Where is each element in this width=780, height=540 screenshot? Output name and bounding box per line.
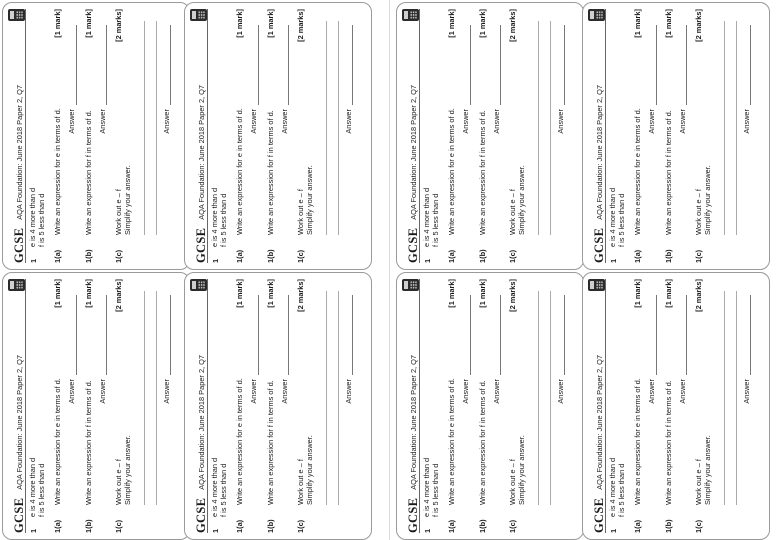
question-card xyxy=(582,2,770,270)
part-b-label: 1(b) xyxy=(477,249,487,263)
part-b-answer-line[interactable] xyxy=(281,25,289,105)
part-b-answer-label: Answer xyxy=(491,379,501,404)
stem-line-e: e is 4 more than d xyxy=(608,457,617,517)
part-b-answer-label: Answer xyxy=(677,379,687,404)
question-number: 1 xyxy=(29,258,38,263)
part-b-marks: [1 mark] xyxy=(477,279,487,308)
part-a xyxy=(633,279,642,533)
part-a-answer-line[interactable] xyxy=(649,25,657,105)
part-a-answer-label: Answer xyxy=(461,109,471,134)
part-c-answer-label: Answer xyxy=(555,379,565,404)
part-b-label: 1(b) xyxy=(265,249,275,263)
part-c-answer-line[interactable] xyxy=(163,25,171,105)
question-stem xyxy=(609,9,626,263)
part-a-answer xyxy=(647,25,656,263)
part-c-marks: [2 marks] xyxy=(694,9,704,42)
working-line[interactable] xyxy=(550,21,551,235)
working-line[interactable] xyxy=(724,21,725,235)
card-header xyxy=(587,9,606,263)
part-c-text: Work out e – f xyxy=(114,189,124,235)
part-b-answer-line[interactable] xyxy=(493,295,501,375)
part-a xyxy=(447,279,456,533)
part-a-answer xyxy=(461,25,470,263)
question-number: 1 xyxy=(423,258,432,263)
part-c-subtext: Simplify your answer. xyxy=(123,165,133,235)
part-b xyxy=(478,9,487,263)
stem-line-f: f is 5 less than d xyxy=(616,463,626,517)
part-c-answer-line[interactable] xyxy=(557,25,565,105)
part-a-answer-line[interactable] xyxy=(69,295,77,375)
part-a-marks: [1 mark] xyxy=(447,9,457,38)
part-b-answer-label: Answer xyxy=(279,379,289,404)
part-c xyxy=(296,9,315,263)
part-b-answer-line[interactable] xyxy=(99,25,107,105)
part-c-label: 1(c) xyxy=(114,249,124,263)
part-b-text: Write an expression for f in terms of d. xyxy=(663,110,673,235)
part-b-answer xyxy=(280,295,289,533)
question-card xyxy=(2,272,190,540)
question-stem xyxy=(423,9,440,263)
part-c xyxy=(694,279,713,533)
question-card xyxy=(2,2,190,270)
part-b-answer-label: Answer xyxy=(97,109,107,134)
calculator-icon xyxy=(588,9,605,21)
part-b-text: Write an expression for f in terms of d. xyxy=(663,380,673,505)
part-c-label: 1(c) xyxy=(694,249,704,263)
stem-line-e: e is 4 more than d xyxy=(210,187,219,247)
calculator-icon xyxy=(190,279,207,291)
part-c-answer-label: Answer xyxy=(741,109,751,134)
stem-line-e: e is 4 more than d xyxy=(422,457,431,517)
part-c-answer xyxy=(344,295,353,533)
part-a-marks: [1 mark] xyxy=(235,9,245,38)
part-c-label: 1(c) xyxy=(296,519,306,533)
part-c-answer-label: Answer xyxy=(343,109,353,134)
part-b xyxy=(664,9,673,263)
part-a-marks: [1 mark] xyxy=(633,9,643,38)
part-b xyxy=(266,9,275,263)
question-source: AQA Foundation: June 2018 Paper 2, Q7 xyxy=(14,354,24,490)
part-b-answer-label: Answer xyxy=(491,109,501,134)
part-c xyxy=(508,279,527,533)
calculator-icon xyxy=(190,9,207,21)
part-b-label: 1(b) xyxy=(83,249,93,263)
part-b-marks: [1 mark] xyxy=(83,279,93,308)
stem-line-f: f is 5 less than d xyxy=(430,463,440,517)
working-line[interactable] xyxy=(736,291,737,505)
part-c-marks: [2 marks] xyxy=(114,279,124,312)
stem-line-e: e is 4 more than d xyxy=(28,187,37,247)
calculator-icon xyxy=(8,9,25,21)
card-header xyxy=(7,279,26,533)
working-line[interactable] xyxy=(724,291,725,505)
question-stem xyxy=(211,279,228,533)
part-b-text: Write an expression for f in terms of d. xyxy=(477,110,487,235)
part-a-answer xyxy=(67,295,76,533)
part-a-answer-label: Answer xyxy=(67,109,77,134)
part-b-marks: [1 mark] xyxy=(663,9,673,38)
part-b-answer-line[interactable] xyxy=(99,295,107,375)
part-c-text: Work out e – f xyxy=(694,189,704,235)
part-c-text: Work out e – f xyxy=(508,459,518,505)
question-stem xyxy=(211,9,228,263)
gcse-logo: GCSE xyxy=(193,227,208,263)
calculator-icon xyxy=(402,9,419,21)
question-card xyxy=(184,272,372,540)
part-a-marks: [1 mark] xyxy=(633,279,643,308)
part-a-text: Write an expression for e in terms of d. xyxy=(53,108,63,235)
working-line[interactable] xyxy=(538,21,539,235)
question-card xyxy=(396,272,584,540)
part-a-text: Write an expression for e in terms of d. xyxy=(235,378,245,505)
question-number: 1 xyxy=(211,258,220,263)
part-b-answer xyxy=(492,25,501,263)
part-b-answer-line[interactable] xyxy=(281,295,289,375)
part-b xyxy=(664,279,673,533)
gcse-logo: GCSE xyxy=(193,497,208,533)
part-c-answer-label: Answer xyxy=(741,379,751,404)
part-c-subtext: Simplify your answer. xyxy=(305,435,315,505)
part-b-answer xyxy=(280,25,289,263)
part-c-answer-label: Answer xyxy=(161,379,171,404)
part-a-text: Write an expression for e in terms of d. xyxy=(633,108,643,235)
part-b-text: Write an expression for f in terms of d. xyxy=(265,110,275,235)
card-header xyxy=(401,279,420,533)
part-b-answer xyxy=(492,295,501,533)
working-line[interactable] xyxy=(326,291,327,505)
part-a-answer-label: Answer xyxy=(647,379,657,404)
part-b-marks: [1 mark] xyxy=(265,9,275,38)
part-c-answer-line[interactable] xyxy=(345,25,353,105)
working-line[interactable] xyxy=(326,21,327,235)
part-c-answer-line[interactable] xyxy=(557,295,565,375)
part-a-answer-label: Answer xyxy=(67,379,77,404)
part-c-subtext: Simplify your answer. xyxy=(703,165,713,235)
part-b-answer-label: Answer xyxy=(279,109,289,134)
part-b-answer-line[interactable] xyxy=(679,25,687,105)
working-line[interactable] xyxy=(338,21,339,235)
part-b-answer xyxy=(98,295,107,533)
question-number: 1 xyxy=(609,528,618,533)
stem-line-f: f is 5 less than d xyxy=(36,463,46,517)
part-b-label: 1(b) xyxy=(663,519,673,533)
part-a-marks: [1 mark] xyxy=(53,279,63,308)
part-a-marks: [1 mark] xyxy=(53,9,63,38)
part-b-marks: [1 mark] xyxy=(663,279,673,308)
calculator-icon xyxy=(588,279,605,291)
stem-line-e: e is 4 more than d xyxy=(608,187,617,247)
card-slot-left-top-right xyxy=(184,2,372,270)
sheet-divider xyxy=(389,0,390,540)
part-c-answer xyxy=(162,295,171,533)
stem-line-f: f is 5 less than d xyxy=(616,193,626,247)
card-header xyxy=(401,9,420,263)
question-card xyxy=(396,2,584,270)
card-header xyxy=(189,9,208,263)
part-a-label: 1(a) xyxy=(53,249,63,263)
question-source: AQA Foundation: June 2018 Paper 2, Q7 xyxy=(14,84,24,220)
part-c-text: Work out e – f xyxy=(296,459,306,505)
part-b xyxy=(478,279,487,533)
part-a-answer-line[interactable] xyxy=(251,295,259,375)
question-source: AQA Foundation: June 2018 Paper 2, Q7 xyxy=(196,84,206,220)
part-a-answer-line[interactable] xyxy=(69,25,77,105)
card-header xyxy=(587,279,606,533)
part-a-answer-line[interactable] xyxy=(649,295,657,375)
card-slot-right-bottom-left xyxy=(396,272,584,540)
part-c-label: 1(c) xyxy=(114,519,124,533)
card-slot-right-top-left xyxy=(396,2,584,270)
part-a-label: 1(a) xyxy=(447,519,457,533)
part-c-answer-label: Answer xyxy=(161,109,171,134)
part-c xyxy=(114,279,133,533)
part-c-answer-label: Answer xyxy=(555,109,565,134)
question-source: AQA Foundation: June 2018 Paper 2, Q7 xyxy=(196,354,206,490)
part-c-label: 1(c) xyxy=(694,519,704,533)
part-b-marks: [1 mark] xyxy=(83,9,93,38)
part-c-answer xyxy=(344,25,353,263)
part-c xyxy=(114,9,133,263)
working-line[interactable] xyxy=(550,291,551,505)
question-number: 1 xyxy=(423,528,432,533)
part-b xyxy=(84,9,93,263)
part-b-answer-line[interactable] xyxy=(493,25,501,105)
question-stem xyxy=(423,279,440,533)
part-b-text: Write an expression for f in terms of d. xyxy=(83,110,93,235)
part-c-answer xyxy=(742,295,751,533)
part-a-text: Write an expression for e in terms of d. xyxy=(633,378,643,505)
part-a-label: 1(a) xyxy=(235,519,245,533)
working-line[interactable] xyxy=(538,291,539,505)
part-b-answer xyxy=(678,25,687,263)
part-c-answer xyxy=(162,25,171,263)
part-a-answer-line[interactable] xyxy=(251,25,259,105)
working-line[interactable] xyxy=(338,291,339,505)
part-b-answer xyxy=(98,25,107,263)
part-a-answer xyxy=(249,295,258,533)
stem-line-e: e is 4 more than d xyxy=(28,457,37,517)
question-number: 1 xyxy=(609,258,618,263)
part-c-text: Work out e – f xyxy=(694,459,704,505)
card-slot-left-bottom-right xyxy=(184,272,372,540)
part-c-marks: [2 marks] xyxy=(296,9,306,42)
part-b-answer-label: Answer xyxy=(97,379,107,404)
part-a xyxy=(235,9,244,263)
card-slot-left-bottom-left xyxy=(2,272,190,540)
part-c-subtext: Simplify your answer. xyxy=(703,435,713,505)
part-b-marks: [1 mark] xyxy=(265,279,275,308)
part-b-answer-line[interactable] xyxy=(679,295,687,375)
part-a-answer xyxy=(461,295,470,533)
part-b-text: Write an expression for f in terms of d. xyxy=(83,380,93,505)
part-c-label: 1(c) xyxy=(296,249,306,263)
part-b-label: 1(b) xyxy=(663,249,673,263)
part-a xyxy=(633,9,642,263)
card-slot-left-top-left xyxy=(2,2,190,270)
part-c-label: 1(c) xyxy=(508,249,518,263)
question-card xyxy=(184,2,372,270)
part-c-text: Work out e – f xyxy=(296,189,306,235)
part-a-label: 1(a) xyxy=(633,249,643,263)
part-a-text: Write an expression for e in terms of d. xyxy=(235,108,245,235)
part-a-text: Write an expression for e in terms of d. xyxy=(447,108,457,235)
part-a-text: Write an expression for e in terms of d. xyxy=(447,378,457,505)
stem-line-f: f is 5 less than d xyxy=(430,193,440,247)
part-a-answer-line[interactable] xyxy=(463,295,471,375)
part-c xyxy=(508,9,527,263)
part-c-answer-line[interactable] xyxy=(163,295,171,375)
part-b xyxy=(266,279,275,533)
question-stem xyxy=(29,9,46,263)
part-c-subtext: Simplify your answer. xyxy=(517,435,527,505)
part-a-answer-label: Answer xyxy=(249,109,259,134)
gcse-logo: GCSE xyxy=(405,497,420,533)
part-c xyxy=(694,9,713,263)
part-c-label: 1(c) xyxy=(508,519,518,533)
stem-line-e: e is 4 more than d xyxy=(422,187,431,247)
part-a-answer-label: Answer xyxy=(647,109,657,134)
part-b xyxy=(84,279,93,533)
gcse-logo: GCSE xyxy=(591,227,606,263)
part-c-answer xyxy=(556,295,565,533)
part-c-answer xyxy=(556,25,565,263)
question-number: 1 xyxy=(29,528,38,533)
card-header xyxy=(189,279,208,533)
part-c-text: Work out e – f xyxy=(114,459,124,505)
working-line[interactable] xyxy=(736,21,737,235)
part-a xyxy=(235,279,244,533)
calculator-icon xyxy=(8,279,25,291)
part-a-label: 1(a) xyxy=(235,249,245,263)
part-a-label: 1(a) xyxy=(633,519,643,533)
part-a-answer xyxy=(647,295,656,533)
part-c-subtext: Simplify your answer. xyxy=(305,165,315,235)
question-source: AQA Foundation: June 2018 Paper 2, Q7 xyxy=(408,84,418,220)
part-a-answer-label: Answer xyxy=(461,379,471,404)
part-a xyxy=(53,279,62,533)
part-b-text: Write an expression for f in terms of d. xyxy=(477,380,487,505)
question-source: AQA Foundation: June 2018 Paper 2, Q7 xyxy=(594,354,604,490)
part-a-marks: [1 mark] xyxy=(235,279,245,308)
part-c-answer xyxy=(742,25,751,263)
part-b-answer xyxy=(678,295,687,533)
calculator-icon xyxy=(402,279,419,291)
question-card xyxy=(582,272,770,540)
part-c-subtext: Simplify your answer. xyxy=(517,165,527,235)
question-source: AQA Foundation: June 2018 Paper 2, Q7 xyxy=(594,84,604,220)
gcse-logo: GCSE xyxy=(405,227,420,263)
card-slot-right-top-right xyxy=(582,2,770,270)
part-b-label: 1(b) xyxy=(265,519,275,533)
part-c-subtext: Simplify your answer. xyxy=(123,435,133,505)
card-header xyxy=(7,9,26,263)
working-line[interactable] xyxy=(156,21,157,235)
card-slot-right-bottom-right xyxy=(582,272,770,540)
part-c-marks: [2 marks] xyxy=(694,279,704,312)
part-b-label: 1(b) xyxy=(83,519,93,533)
question-stem xyxy=(29,279,46,533)
part-c-marks: [2 marks] xyxy=(296,279,306,312)
stem-line-e: e is 4 more than d xyxy=(210,457,219,517)
stem-line-f: f is 5 less than d xyxy=(218,193,228,247)
part-c-answer-label: Answer xyxy=(343,379,353,404)
part-c-marks: [2 marks] xyxy=(114,9,124,42)
part-a-answer xyxy=(67,25,76,263)
working-line[interactable] xyxy=(156,291,157,505)
part-a-label: 1(a) xyxy=(447,249,457,263)
part-c-marks: [2 marks] xyxy=(508,279,518,312)
working-line[interactable] xyxy=(144,21,145,235)
working-line[interactable] xyxy=(144,291,145,505)
part-b-text: Write an expression for f in terms of d. xyxy=(265,380,275,505)
gcse-logo: GCSE xyxy=(11,497,26,533)
part-a-marks: [1 mark] xyxy=(447,279,457,308)
question-stem xyxy=(609,279,626,533)
question-number: 1 xyxy=(211,528,220,533)
question-source: AQA Foundation: June 2018 Paper 2, Q7 xyxy=(408,354,418,490)
part-a-label: 1(a) xyxy=(53,519,63,533)
part-c-answer-line[interactable] xyxy=(743,25,751,105)
stem-line-f: f is 5 less than d xyxy=(36,193,46,247)
part-c xyxy=(296,279,315,533)
gcse-logo: GCSE xyxy=(591,497,606,533)
part-c-answer-line[interactable] xyxy=(345,295,353,375)
part-c-marks: [2 marks] xyxy=(508,9,518,42)
gcse-logo: GCSE xyxy=(11,227,26,263)
part-a xyxy=(447,9,456,263)
part-a xyxy=(53,9,62,263)
part-a-text: Write an expression for e in terms of d. xyxy=(53,378,63,505)
part-a-answer xyxy=(249,25,258,263)
stem-line-f: f is 5 less than d xyxy=(218,463,228,517)
part-b-marks: [1 mark] xyxy=(477,9,487,38)
part-a-answer-label: Answer xyxy=(249,379,259,404)
part-c-text: Work out e – f xyxy=(508,189,518,235)
part-a-answer-line[interactable] xyxy=(463,25,471,105)
part-b-answer-label: Answer xyxy=(677,109,687,134)
part-c-answer-line[interactable] xyxy=(743,295,751,375)
part-b-label: 1(b) xyxy=(477,519,487,533)
